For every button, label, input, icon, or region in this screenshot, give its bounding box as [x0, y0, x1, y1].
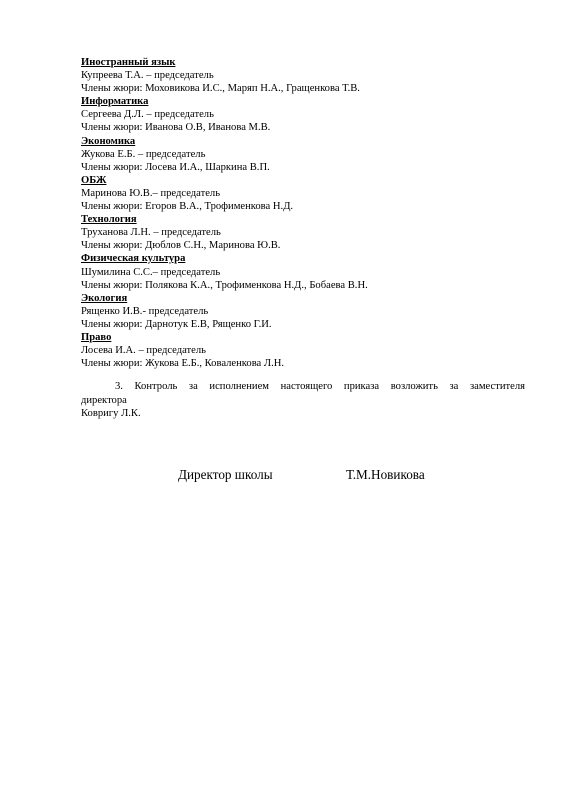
section-law [81, 331, 531, 370]
jury-members-line: Члены жюри: Дарнотук Е.В, Рященко Г.И. [81, 318, 272, 330]
chairman-line: Купреева Т.А. – председатель [81, 70, 214, 82]
jury-members-line: Члены жюри: Иванова О.В, Иванова М.В. [81, 122, 271, 134]
chairman-line: Сергеева Д.Л. – председатель [81, 109, 214, 121]
section-title: Иностранный язык [81, 57, 176, 68]
order-item-3-line-1: 3. Контроль за исполнением настоящего приказа возложить за заместителя [115, 381, 525, 392]
section-informatics [81, 95, 531, 134]
chairman-line: Маринова Ю.В.– председатель [81, 187, 221, 199]
jury-members-line: Члены жюри: Полякова К.А., Трофименкова Н.Д., Бобаева В.Н. [81, 279, 368, 291]
section-foreign-language [81, 56, 531, 95]
chairman-line: Жукова Е.Б. – председатель [81, 148, 206, 160]
jury-members-line: Члены жюри: Егоров В.А., Трофименкова Н.Д. [81, 201, 294, 213]
section-technology [81, 213, 531, 252]
section-title: Технология [81, 214, 137, 226]
chairman-line: Шумилина С.С.– председатель [81, 266, 221, 278]
order-item-3-line-3: Ковригу Л.К. [81, 408, 141, 420]
section-title: ОБЖ [81, 174, 107, 186]
section-title: Информатика [81, 96, 149, 108]
order-item-3 [81, 380, 525, 421]
section-ecology [81, 292, 531, 331]
jury-members-line: Члены жюри: Лосева И.А., Шаркина В.П. [81, 161, 270, 173]
jury-members-line: Члены жюри: Дюблов С.Н., Маринова Ю.В. [81, 240, 281, 252]
section-title: Экология [81, 292, 128, 304]
jury-members-line: Члены жюри: Моховикова И.С., Маряп Н.А., Гращенкова Т.В. [81, 83, 360, 95]
chairman-line: Рященко И.В.- председатель [81, 305, 209, 317]
section-title: Экономика [81, 135, 136, 147]
section-title: Физическая культура [81, 253, 186, 265]
order-item-3-line-2: директора [81, 394, 127, 406]
signature-name: Т.М.Новикова [346, 467, 425, 482]
chairman-line: Труханова Л.Н. – председатель [81, 227, 221, 239]
section-title: Право [81, 331, 112, 343]
chairman-line: Лосева И.А. – председатель [81, 345, 206, 357]
section-economics [81, 135, 531, 174]
jury-sections [81, 56, 531, 370]
section-obzh [81, 174, 531, 213]
jury-members-line: Члены жюри: Жукова Е.Б., Коваленкова Л.Н. [81, 358, 285, 370]
section-physical-culture [81, 252, 531, 291]
signature-position: Директор школы [178, 467, 273, 482]
